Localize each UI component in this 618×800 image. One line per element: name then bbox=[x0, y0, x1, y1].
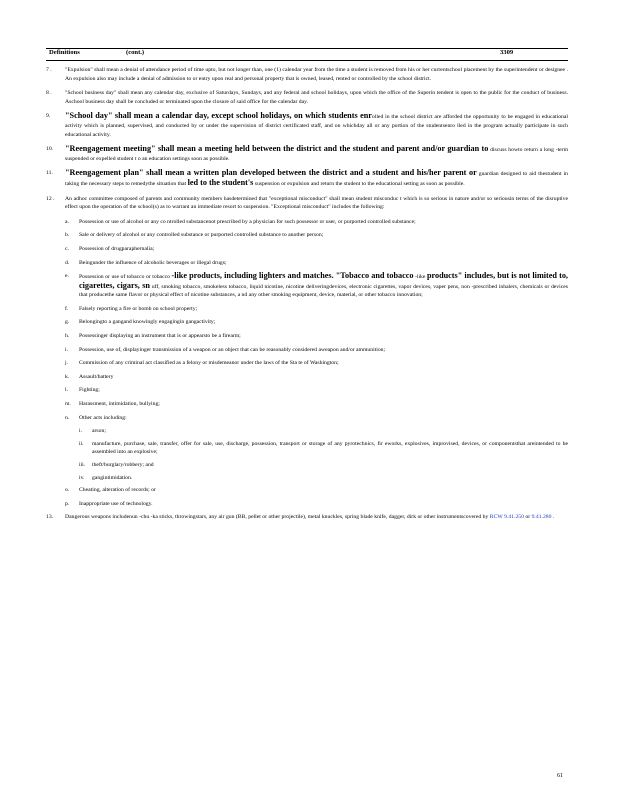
header-cont: (cont.) bbox=[126, 49, 145, 56]
item-text bbox=[65, 112, 568, 139]
misconduct-item bbox=[65, 318, 568, 327]
misconduct-item bbox=[65, 218, 568, 227]
item-letter: h. bbox=[65, 333, 70, 340]
item-roman: ii. bbox=[79, 440, 84, 447]
misconduct-item bbox=[65, 245, 568, 254]
text-run: "School business day" shall mean any calendar day, exclusive of Saturdays, Sundays, and any federal and school holidays, upon which the office of the Superin tendent is open to the public for the conduct of business. Aschool business day shall be concluded or terminated upon the closure of said office for the calendar day. bbox=[65, 90, 568, 105]
misconduct-item bbox=[65, 386, 568, 395]
bold-text: "School day" shall mean a calendar day, except school holidays, on which students enr bbox=[65, 111, 372, 121]
item-text: Falsely reporting a fire or bomb on school property; bbox=[79, 305, 198, 312]
page-header bbox=[46, 48, 568, 60]
item-letter: f. bbox=[65, 305, 69, 312]
text-run: Possession or use of tobacco or tobacco bbox=[79, 274, 172, 281]
item-roman: iv. bbox=[79, 474, 85, 481]
item-number: 8 . bbox=[46, 90, 52, 97]
definition-item bbox=[46, 89, 568, 106]
definition-item bbox=[46, 112, 568, 139]
misconduct-item bbox=[65, 305, 568, 314]
item-text: Commission of any criminal act classified as a felony or misdemeanor under the laws of the Sta te of Washington; bbox=[79, 360, 339, 367]
item-text bbox=[65, 195, 568, 212]
text-run: suspension or expulsion and return the student to the educational setting as soon as possible. bbox=[253, 180, 465, 187]
other-act-item bbox=[79, 461, 568, 470]
misconduct-item bbox=[65, 272, 568, 300]
definitions-list bbox=[46, 66, 568, 522]
misconduct-item bbox=[65, 373, 568, 382]
text-run: -like bbox=[413, 274, 427, 281]
item-text: Possession or use of alcohol or any co ntrolled substancenot prescribed by a physician for such possessor or user, or purported controlled substance; bbox=[79, 218, 416, 225]
item-text: Beingunder the influence of alcoholic beverages or illegal drugs; bbox=[79, 259, 227, 266]
item-text: Cheating, alteration of records; or bbox=[79, 487, 156, 494]
item-text bbox=[65, 145, 568, 163]
item-text bbox=[79, 272, 568, 300]
item-letter: j. bbox=[65, 360, 69, 367]
item-letter: o. bbox=[65, 487, 70, 494]
item-letter: g. bbox=[65, 319, 70, 326]
misconduct-item bbox=[65, 500, 568, 509]
item-text: Assault/battery bbox=[79, 373, 114, 380]
item-number: 9. bbox=[46, 113, 51, 120]
item-number: 13. bbox=[46, 514, 54, 521]
misconduct-item bbox=[65, 359, 568, 368]
definition-item bbox=[46, 66, 568, 83]
misconduct-item bbox=[65, 231, 568, 240]
item-letter: l. bbox=[65, 387, 69, 394]
definition-item bbox=[46, 145, 568, 163]
item-text: manufacture, purchase, sale, transfer, offer for sale, use, discharge, possession, transport or storage of any pyrotechnics, fir eworks, explosives, improvised, devices, or componentsthat areintended to be assembled into an explosive; bbox=[92, 440, 568, 456]
definition-item bbox=[46, 169, 568, 188]
text-run: discuss howto return a long -term suspended or expelled student t o an education settings soon as possible. bbox=[65, 147, 569, 162]
item-letter: n. bbox=[65, 414, 70, 421]
item-text bbox=[65, 89, 568, 106]
item-number: 12 . bbox=[46, 195, 55, 202]
item-letter: e. bbox=[65, 273, 69, 280]
definition-item bbox=[46, 195, 568, 212]
item-text: Inappropriate use of technology. bbox=[79, 500, 153, 507]
bold-text: led to the student's bbox=[187, 177, 254, 187]
item-letter: d. bbox=[65, 259, 70, 266]
item-number: 7 . bbox=[46, 67, 52, 73]
item-roman: i. bbox=[79, 428, 83, 435]
bold-text: -like products, including lighters and matches. "Tobacco and tobacco bbox=[171, 271, 414, 281]
item-text: Possession of drugparaphernalia; bbox=[79, 245, 155, 252]
misconduct-item bbox=[65, 414, 568, 423]
bold-text: "Reengagement plan" shall mean a written plan developed between the district and a student and his/her parent or bbox=[65, 168, 477, 178]
header-bottom-rule bbox=[46, 60, 568, 61]
item-letter: b. bbox=[65, 232, 70, 239]
item-text bbox=[65, 513, 568, 522]
item-text: Harassment, intimidation, bullying; bbox=[79, 401, 160, 408]
bold-text: "Reengagement meeting" shall mean a meeting held between the district and the student and parent and/or guardian to bbox=[65, 144, 489, 154]
other-act-item bbox=[79, 440, 568, 457]
other-act-item bbox=[79, 427, 568, 436]
header-title: Definitions bbox=[49, 49, 80, 56]
item-number: 11. bbox=[46, 170, 53, 177]
item-text bbox=[65, 169, 568, 188]
item-number: 10. bbox=[46, 146, 54, 153]
page-number: 61 bbox=[557, 773, 563, 779]
misconduct-item bbox=[65, 346, 568, 355]
rcw-link-2[interactable]: 9.41.280 bbox=[531, 514, 552, 521]
text-run: . bbox=[551, 514, 555, 521]
text-run: "Expulsion" shall mean a denial of attendance period of time upto, but not longer than, one (1) calendar year from the time a student is removed from his or her currentschool placement by the superintendent or designee . An expulsion also may include a denial of admission to or entry upon real and personal property that is owned, leased, rented or controlled by the school district. bbox=[65, 67, 568, 82]
text-run: An adhoc committee composed of parents and community members hasdetermined that "exceptional misconduct" shall mean student misconduc t which is so serious in nature and/or so seriousin terms of the disruptive effect upon the operation of the school(s) as to warrant an immediate resort to suspension. "Exceptional misconduct" includes the following: bbox=[65, 195, 568, 211]
definition-item bbox=[46, 513, 568, 522]
item-letter: c. bbox=[65, 245, 69, 252]
misconduct-item bbox=[65, 259, 568, 268]
item-text: Possessinger displaying an instrument that is or appearsto be a firearm; bbox=[79, 333, 241, 340]
item-text: gangintimidation. bbox=[92, 474, 133, 481]
rcw-link[interactable]: RCW 9.41.250 bbox=[489, 514, 524, 521]
misconduct-item bbox=[65, 486, 568, 495]
misconduct-item bbox=[65, 332, 568, 341]
item-letter: k. bbox=[65, 373, 70, 380]
item-letter: i. bbox=[65, 346, 69, 353]
text-run: olled in the school district are afforded the opportunity to be engaged in educational activity which is planned, supervised, and conducted by or under the supervision of district certificated staff, and on whichday all or any portion of the studentsenro lled in the program actually participate in such educational activity. bbox=[65, 114, 568, 138]
policy-number: 3309 bbox=[500, 49, 514, 56]
item-text: Fighting; bbox=[79, 387, 100, 394]
text-run: uff, smoking tobacco, smokeless tobacco, liquid nicotine, nicotine deliveringdevices, electronic cigarettes, vapor devices, vaper pens, non -prescribed inhalers, chemicals or devices that producethe same flavor or physical effect of nicotine substances, a nd any other smoking equipment, device, material, or other tobacco innovation; bbox=[79, 283, 568, 299]
item-text: arson; bbox=[92, 428, 106, 435]
item-text: Possession, use of, displayinger transmission of a weapon or an object that can be reasonably considered aweapon and/or ammunition; bbox=[79, 346, 386, 353]
text-run: or bbox=[523, 514, 532, 521]
misconduct-item bbox=[65, 400, 568, 409]
item-text: Belongingto a gangand knowingly engagingin gangactivity; bbox=[79, 319, 216, 326]
bold-text: products" includes, but is not limited to, cigarettes, cigars, sn bbox=[79, 271, 568, 290]
item-roman: iii. bbox=[79, 462, 86, 468]
item-text: Other acts including: bbox=[79, 414, 127, 421]
item-letter: p. bbox=[65, 500, 70, 507]
text-run: guardian designed to aid thestudent in taking the necessary steps to remedythe situation that bbox=[65, 171, 568, 187]
text-run: Dangerous weapons includenun -chu -ka sticks, throwingstars, any air gun (BB, pellet or other projectile), metal knuckles, spring blade knife, dagger, dirk or other instrumentscovered by bbox=[65, 514, 490, 521]
item-text bbox=[65, 66, 568, 83]
item-letter: m. bbox=[65, 401, 71, 408]
item-letter: a. bbox=[65, 218, 69, 225]
other-act-item bbox=[79, 474, 568, 483]
item-text: Sale or delivery of alcohol or any controlled substance or purported controlled substance to another person; bbox=[79, 232, 324, 239]
item-text: theft/burglary/robbery; and bbox=[92, 462, 154, 468]
